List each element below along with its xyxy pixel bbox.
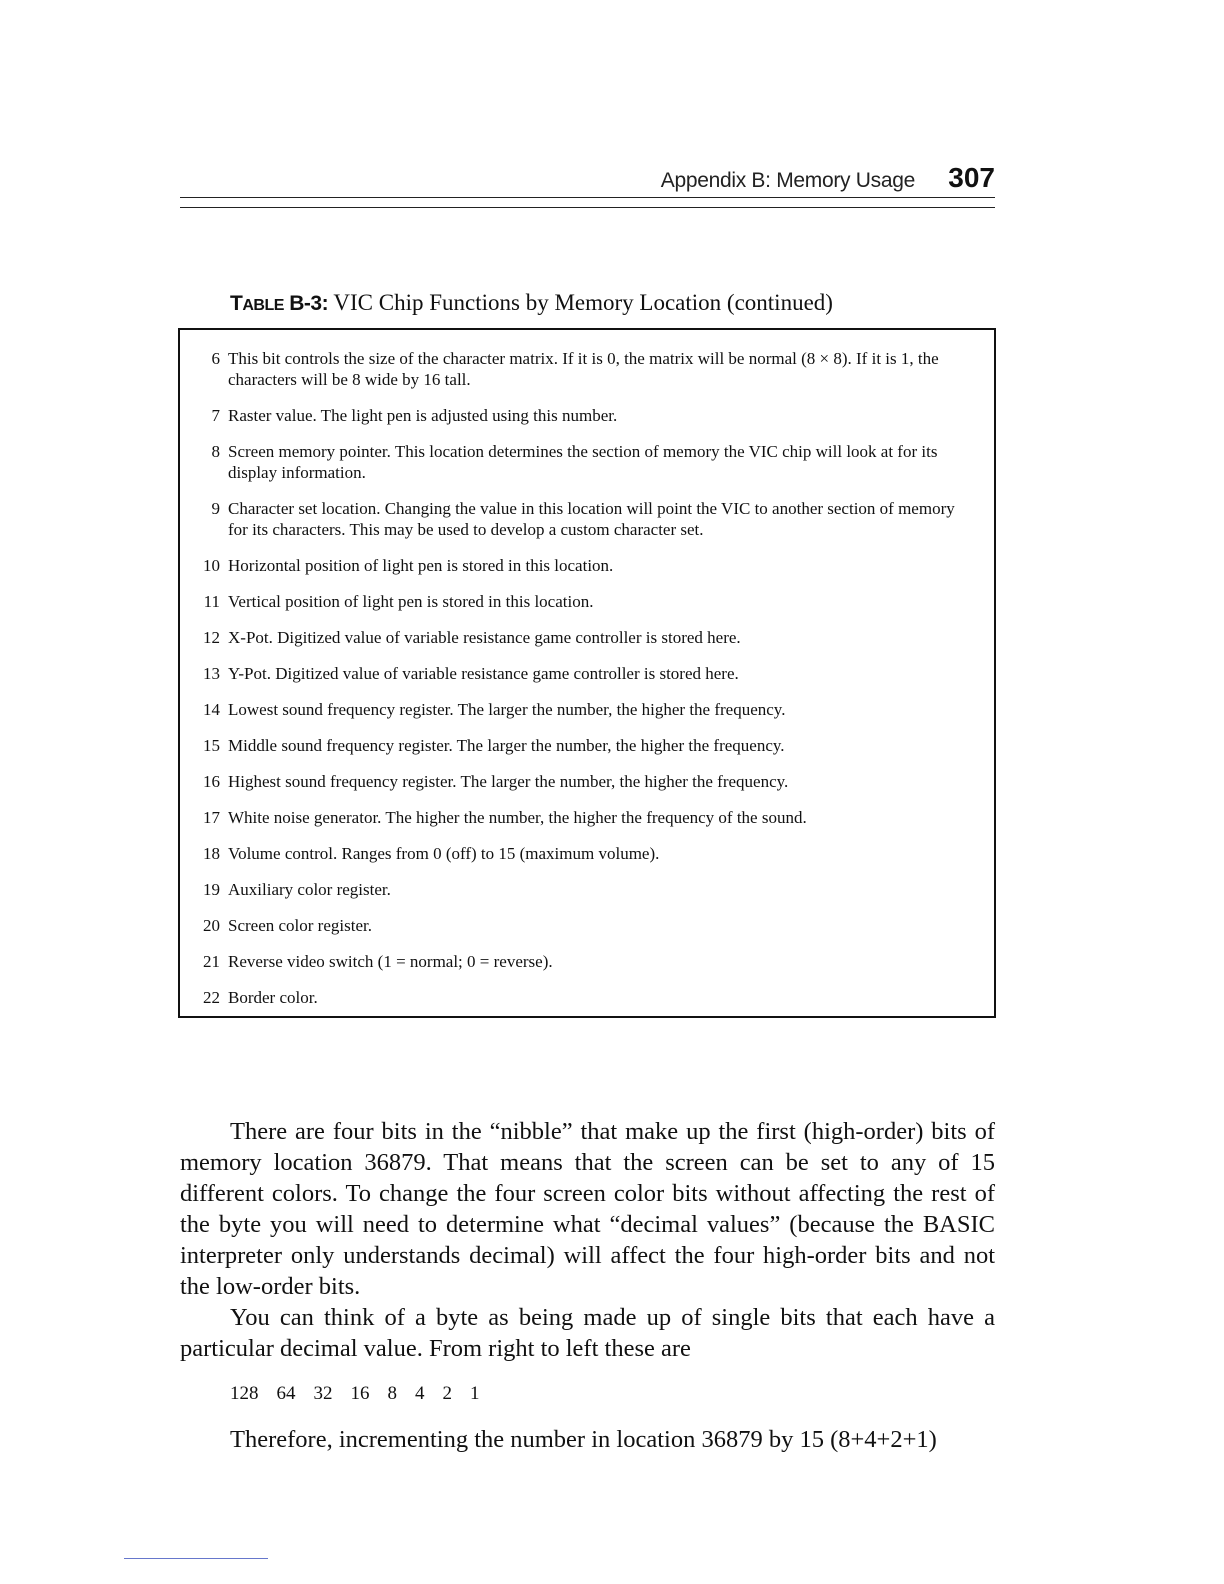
- row-number: 17: [203, 808, 220, 827]
- row-description: Y-Pot. Digitized value of variable resistance game controller is stored here.: [228, 664, 739, 683]
- row-number: 13: [203, 664, 220, 683]
- bit-value: 2: [442, 1383, 452, 1404]
- table-caption-text: VIC Chip Functions by Memory Location (continued): [328, 290, 833, 315]
- table-label-prefix: T: [230, 292, 243, 315]
- table-row: [180, 555, 994, 576]
- row-number: 18: [203, 844, 220, 863]
- table-rows: [180, 348, 994, 1023]
- row-number: 9: [211, 499, 220, 518]
- page-edge-mark: [124, 1558, 268, 1559]
- bit-value: 16: [350, 1383, 370, 1404]
- row-number: 19: [203, 880, 220, 899]
- table-row: [180, 627, 994, 648]
- table-row: [180, 405, 994, 426]
- table-row: [180, 498, 994, 540]
- header-rule-bottom: [180, 207, 995, 208]
- table-row: [180, 807, 994, 828]
- table-label-smallcaps: ABLE: [242, 297, 284, 314]
- table-row: [180, 441, 994, 483]
- bit-value: 32: [313, 1383, 333, 1404]
- row-number: 10: [203, 556, 220, 575]
- bit-values-list: [230, 1382, 995, 1406]
- row-number: 15: [203, 736, 220, 755]
- row-description: Character set location. Changing the value in this location will point the VIC to another section of memory for its characters. This may be used to develop a custom character set.: [228, 499, 955, 539]
- bit-value: 4: [415, 1383, 425, 1404]
- table-label: [230, 292, 328, 315]
- row-description: Volume control. Ranges from 0 (off) to 15 (maximum volume).: [228, 844, 660, 863]
- row-description: Screen memory pointer. This location determines the section of memory the VIC chip will look at for its display information.: [228, 442, 938, 482]
- table-row: [180, 915, 994, 936]
- row-description: Lowest sound frequency register. The larger the number, the higher the frequency.: [228, 700, 786, 719]
- table-row: [180, 771, 994, 792]
- table-row: [180, 879, 994, 900]
- paragraph-1: There are four bits in the “nibble” that make up the first (high-order) bits of memory location 36879. That means that the screen can be set to any of 15 different colors. To change the four screen color bits without affecting the rest of the byte you will need to determine what “decimal values” (because the BASIC interpreter only understands decimal) will affect the four high-order bits and not the low-order bits.: [180, 1118, 995, 1300]
- row-number: 6: [211, 349, 220, 368]
- table-row: [180, 735, 994, 756]
- paragraph-3: Therefore, incrementing the number in location 36879 by 15 (8+4+2+1): [230, 1426, 937, 1453]
- row-number: 14: [203, 700, 220, 719]
- row-description: Border color.: [228, 988, 318, 1007]
- body-text: [180, 1116, 995, 1455]
- table-row: [180, 843, 994, 864]
- table-row: [180, 699, 994, 720]
- table-caption: [230, 290, 833, 316]
- row-number: 20: [203, 916, 220, 935]
- row-number: 7: [211, 406, 220, 425]
- table-row: [180, 987, 994, 1008]
- row-description: Screen color register.: [228, 916, 372, 935]
- table-row: [180, 663, 994, 684]
- row-number: 11: [203, 592, 220, 611]
- row-description: Reverse video switch (1 = normal; 0 = reverse).: [228, 952, 553, 971]
- paragraph-2: You can think of a byte as being made up of single bits that each have a particular decimal value. From right to left these are: [180, 1304, 995, 1362]
- row-description: Middle sound frequency register. The larger the number, the higher the frequency.: [228, 736, 785, 755]
- row-description: Highest sound frequency register. The larger the number, the higher the frequency.: [228, 772, 789, 791]
- table-row: [180, 951, 994, 972]
- page-number: 307: [948, 162, 995, 193]
- row-number: 8: [211, 442, 220, 461]
- table-label-id: B-3:: [283, 292, 329, 315]
- row-number: 12: [203, 628, 220, 647]
- row-description: This bit controls the size of the character matrix. If it is 0, the matrix will be normal (8 × 8). If it is 1, the characters will be 8 wide by 16 tall.: [228, 349, 939, 389]
- row-description: Vertical position of light pen is stored in this location.: [228, 592, 594, 611]
- bit-value: 128: [230, 1383, 259, 1404]
- row-description: Auxiliary color register.: [228, 880, 391, 899]
- bit-value: 1: [470, 1383, 480, 1404]
- table-row: [180, 348, 994, 390]
- running-header: [180, 160, 995, 196]
- row-description: White noise generator. The higher the number, the higher the frequency of the sound.: [228, 808, 807, 827]
- row-description: X-Pot. Digitized value of variable resistance game controller is stored here.: [228, 628, 741, 647]
- row-description: Raster value. The light pen is adjusted using this number.: [228, 406, 618, 425]
- bit-value: 64: [276, 1383, 296, 1404]
- row-description: Horizontal position of light pen is stored in this location.: [228, 556, 614, 575]
- header-rule-top: [180, 197, 995, 198]
- row-number: 22: [203, 988, 220, 1007]
- running-title: Appendix B: Memory Usage: [660, 169, 915, 192]
- vic-functions-table: [178, 328, 996, 1018]
- bit-value: 8: [387, 1383, 397, 1404]
- row-number: 21: [203, 952, 220, 971]
- row-number: 16: [203, 772, 220, 791]
- table-row: [180, 591, 994, 612]
